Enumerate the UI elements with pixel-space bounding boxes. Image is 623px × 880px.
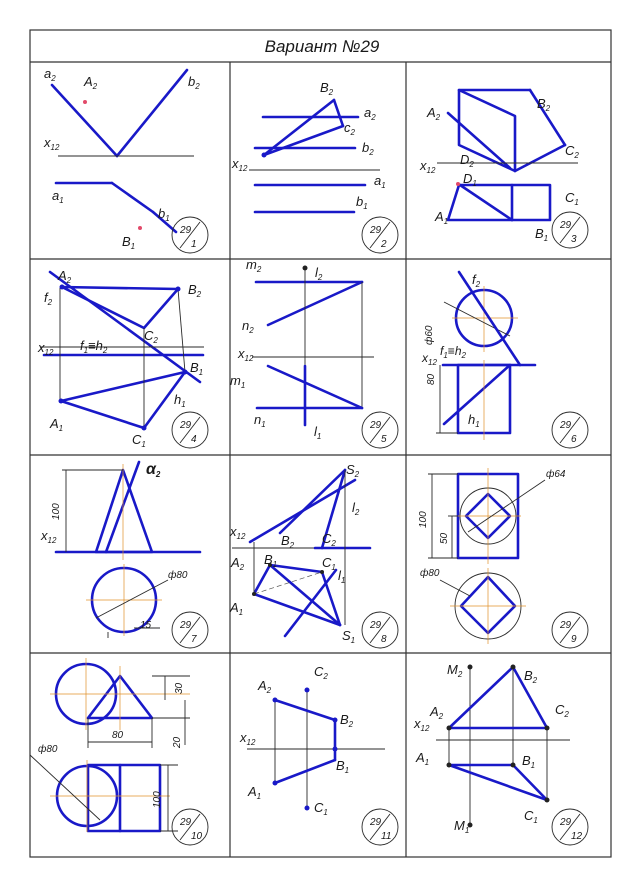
svg-text:m2: $m_2$ — [246, 257, 262, 274]
svg-text:f1≡h2: $f_1\equiv h_2$ — [440, 344, 466, 360]
svg-text:A1: $A_1$ — [248, 784, 262, 801]
badge-task-number: 7 — [191, 634, 197, 645]
svg-text:B2: $B_2$ — [340, 712, 354, 729]
badge-task-number: 8 — [381, 634, 387, 645]
task-6 — [421, 272, 535, 440]
svg-text:50: 50 — [439, 532, 450, 544]
badge-variant: 29 — [560, 620, 572, 631]
svg-text:100: 100 — [51, 503, 62, 520]
svg-text:C1: $C_1$ — [132, 432, 146, 449]
svg-text:x12: $x_{12}$ — [238, 346, 254, 363]
task-number-badge — [362, 412, 398, 448]
svg-text:A2: $A_2$ — [58, 268, 72, 285]
badge-variant: 29 — [180, 225, 192, 236]
svg-text:B2: $B_2$ — [320, 80, 334, 97]
badge-variant: 29 — [180, 817, 192, 828]
svg-text:ф60: ф60 — [424, 325, 435, 345]
svg-text:B1: $B_1$ — [522, 753, 536, 770]
svg-text:15: 15 — [140, 620, 152, 631]
badge-variant: 29 — [370, 620, 382, 631]
task-number-badge — [172, 809, 208, 845]
svg-text:b1: $b_1$ — [158, 206, 170, 223]
badge-task-number: 6 — [571, 434, 577, 445]
svg-text:B1: $B_1$ — [190, 360, 204, 377]
svg-text:C1: $C_1$ — [314, 800, 328, 817]
sheet-title: Вариант №29 — [264, 37, 380, 56]
task-7 — [40, 461, 200, 638]
svg-text:A2: $A_2$ — [84, 74, 98, 91]
svg-text:D2: $D_2$ — [460, 152, 474, 169]
task-number-badge — [172, 217, 208, 253]
svg-text:α2: α2 — [146, 461, 161, 479]
badge-variant: 29 — [370, 420, 382, 431]
badge-task-number: 12 — [571, 831, 583, 842]
svg-text:B2: $B_2$ — [188, 282, 202, 299]
svg-text:C1: $C_1$ — [565, 190, 579, 207]
svg-text:A2: $A_2$ — [231, 555, 245, 572]
svg-text:30: 30 — [174, 682, 185, 694]
svg-text:100: 100 — [418, 511, 429, 528]
svg-text:A1: $A_1$ — [416, 750, 430, 767]
svg-text:D1: $D_1$ — [463, 171, 477, 188]
svg-text:x12: $x_{12}$ — [422, 351, 437, 367]
badge-task-number: 9 — [571, 634, 577, 645]
svg-text:x12: $x_{12}$ — [44, 135, 60, 152]
svg-text:a1: $a_1$ — [374, 173, 386, 190]
badge-task-number: 11 — [381, 831, 392, 842]
svg-text:A1: $A_1$ — [230, 600, 244, 617]
svg-text:f2: $f_2$ — [472, 272, 481, 289]
svg-text:C2: $C_2$ — [565, 143, 579, 160]
badge-task-number: 2 — [381, 239, 387, 250]
svg-text:ф80: ф80 — [38, 744, 58, 755]
svg-text:n1: $n_1$ — [254, 412, 266, 429]
svg-text:ф80: ф80 — [168, 570, 188, 581]
svg-text:B2: $B_2$ — [281, 533, 295, 550]
svg-text:l2: $l_2$ — [315, 265, 323, 282]
svg-text:A2: $A_2$ — [427, 105, 441, 122]
svg-text:ф80: ф80 — [420, 568, 440, 579]
svg-text:A2: $A_2$ — [258, 678, 272, 695]
badge-task-number: 5 — [381, 434, 387, 445]
svg-text:B1: $B_1$ — [264, 552, 278, 569]
badge-variant: 29 — [370, 225, 382, 236]
svg-text:m1: $m_1$ — [230, 373, 246, 390]
svg-text:80: 80 — [112, 730, 124, 741]
svg-text:B2: $B_2$ — [524, 668, 538, 685]
svg-text:x12: $x_{12}$ — [414, 716, 430, 733]
svg-text:S1: $S_1$ — [342, 628, 356, 645]
svg-text:100: 100 — [152, 791, 163, 808]
badge-variant: 29 — [370, 817, 382, 828]
task-5 — [230, 257, 374, 441]
svg-text:h1: $h_1$ — [174, 392, 186, 409]
svg-text:a2: $a_2$ — [364, 105, 376, 122]
svg-text:b2: $b_2$ — [362, 140, 374, 157]
badge-variant: 29 — [560, 220, 572, 231]
svg-text:b2: $b_2$ — [188, 74, 200, 91]
task-number-badge — [552, 809, 588, 845]
task-10 — [30, 658, 190, 832]
svg-text:C1: $C_1$ — [322, 555, 336, 572]
svg-text:ф64: ф64 — [546, 469, 566, 480]
svg-text:20: 20 — [172, 736, 183, 748]
svg-text:C2: $C_2$ — [322, 531, 336, 548]
task-number-badge — [362, 217, 398, 253]
badge-task-number: 1 — [191, 239, 197, 250]
svg-text:C2: $C_2$ — [314, 664, 328, 681]
badge-variant: 29 — [180, 620, 192, 631]
svg-text:M1: $M_1$ — [454, 818, 470, 835]
task-number-badge — [552, 212, 588, 248]
svg-text:a1: $a_1$ — [52, 188, 64, 205]
svg-text:x12: $x_{12}$ — [41, 528, 57, 545]
svg-text:B2: $B_2$ — [537, 96, 551, 113]
svg-text:x12: $x_{12}$ — [232, 156, 248, 173]
task-number-badge — [362, 612, 398, 648]
task-number-badge — [172, 612, 208, 648]
svg-text:A1: $A_1$ — [50, 416, 64, 433]
svg-text:B1: $B_1$ — [122, 234, 136, 251]
svg-text:A1: $A_1$ — [435, 209, 449, 226]
svg-text:B1: $B_1$ — [535, 226, 549, 243]
svg-text:f1≡h2: $f_1\equiv h_2$ — [80, 338, 108, 355]
task-11 — [239, 664, 385, 817]
svg-text:l1: $l_1$ — [314, 424, 322, 441]
svg-text:a2: $a_2$ — [44, 66, 56, 83]
svg-text:b1: $b_1$ — [356, 194, 368, 211]
task-8 — [229, 462, 370, 645]
svg-text:M2: $M_2$ — [447, 662, 463, 679]
task-12 — [413, 662, 570, 835]
svg-text:f2: $f_2$ — [44, 290, 53, 307]
badge-task-number: 3 — [571, 234, 577, 245]
svg-text:x12: $x_{12}$ — [240, 730, 256, 747]
task-2 — [231, 80, 386, 212]
svg-text:c2: $c_2$ — [344, 120, 355, 137]
svg-text:x12: $x_{12}$ — [420, 158, 436, 175]
svg-text:80: 80 — [426, 373, 437, 385]
svg-text:C2: $C_2$ — [555, 702, 569, 719]
svg-text:C1: $C_1$ — [524, 808, 538, 825]
svg-text:n2: $n_2$ — [242, 318, 254, 335]
task-number-badge — [552, 612, 588, 648]
svg-text:x12: $x_{12}$ — [230, 524, 246, 541]
task-number-badge — [362, 809, 398, 845]
task-number-badge — [172, 412, 208, 448]
svg-text:x12: $x_{12}$ — [38, 340, 54, 357]
svg-text:B1: $B_1$ — [336, 758, 350, 775]
badge-task-number: 10 — [191, 831, 203, 842]
badge-variant: 29 — [560, 420, 572, 431]
task-9 — [418, 468, 566, 644]
svg-text:A2: $A_2$ — [430, 704, 444, 721]
task-4 — [37, 268, 204, 449]
badge-variant: 29 — [180, 420, 192, 431]
svg-text:l1: $l_1$ — [338, 568, 346, 585]
svg-text:l2: $l_2$ — [352, 500, 360, 517]
svg-text:C2: $C_2$ — [144, 328, 158, 345]
task-number-badge — [552, 412, 588, 448]
badge-task-number: 4 — [191, 434, 197, 445]
svg-text:h1: $h_1$ — [468, 412, 480, 429]
svg-text:S2: $S_2$ — [346, 462, 360, 479]
badge-variant: 29 — [560, 817, 572, 828]
